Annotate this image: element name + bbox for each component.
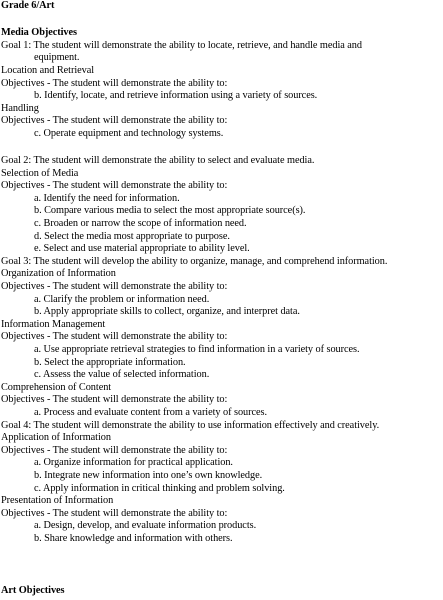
doc-title: Grade 6/Art [1, 0, 55, 11]
objectives-intro: Objectives - The student will demonstrate the ability to: [1, 444, 228, 456]
objectives-intro: Objectives - The student will demonstrate the ability to: [1, 77, 228, 89]
objective-item: c. Assess the value of selected information. [34, 369, 210, 381]
subsection-heading: Selection of Media [1, 167, 79, 179]
objectives-intro: Objectives - The student will demonstrate the ability to: [1, 394, 228, 406]
objective-item: a. Clarify the problem or information need. [34, 293, 210, 305]
objective-item: a. Organize information for practical application. [34, 457, 233, 469]
objective-item: a. Process and evaluate content from a variety of sources. [34, 407, 267, 418]
document-page [1, 0, 443, 600]
section-heading-media-objectives: Media Objectives [1, 27, 77, 39]
subsection-heading: Comprehension of Content [1, 381, 112, 393]
objectives-intro: Objectives - The student will demonstrate the ability to: [1, 115, 228, 127]
subsection-heading: Presentation of Information [1, 495, 114, 507]
objective-item: a. Design, develop, and evaluate information products. [34, 520, 257, 532]
objectives-intro: Objectives - The student will demonstrate the ability to: [1, 180, 228, 192]
objective-item: b. Share knowledge and information with others. [34, 533, 233, 544]
goal-heading: Goal 3: The student will develop the ability to organize, manage, and comprehend information. [1, 255, 388, 267]
goal-heading: Goal 1: The student will demonstrate the ability to locate, retrieve, and handle media and [1, 39, 362, 51]
subsection-heading: Information Management [1, 318, 106, 330]
subsection-heading: Organization of Information [1, 268, 116, 280]
objective-item: b. Integrate new information into one’s own knowledge. [34, 470, 263, 481]
objective-item: c. Broaden or narrow the scope of information need. [34, 218, 247, 229]
objectives-intro: Objectives - The student will demonstrate the ability to: [1, 331, 228, 343]
goal-continuation: equipment. [34, 52, 80, 64]
objectives-intro: Objectives - The student will demonstrate the ability to: [1, 507, 228, 519]
subsection-heading: Handling [1, 102, 39, 114]
objective-item: b. Select the appropriate information. [34, 356, 186, 368]
objective-item: d. Select the media most appropriate to purpose. [34, 230, 230, 242]
goal-heading: Goal 4: The student will demonstrate the ability to use information effectively and creatively. [1, 419, 380, 431]
subsection-heading: Application of Information [1, 432, 111, 444]
objective-item: a. Identify the need for information. [34, 192, 180, 204]
objective-item: b. Apply appropriate skills to collect, organize, and interpret data. [34, 306, 300, 318]
objectives-intro: Objectives - The student will demonstrate the ability to: [1, 281, 228, 292]
objective-item: c. Apply information in critical thinking and problem solving. [34, 482, 285, 494]
objective-item: c. Operate equipment and technology systems. [34, 128, 224, 139]
objective-item: a. Use appropriate retrieval strategies to find information in a variety of sources. [34, 344, 360, 355]
objective-item: b. Compare various media to select the most appropriate source(s). [34, 205, 306, 217]
objective-item: b. Identify, locate, and retrieve information using a variety of sources. [34, 90, 318, 102]
objective-item: e. Select and use material appropriate to ability level. [34, 243, 250, 255]
section-heading-art-objectives: Art Objectives [1, 585, 65, 596]
subsection-heading: Location and Retrieval [1, 65, 95, 76]
goal-heading: Goal 2: The student will demonstrate the ability to select and evaluate media. [1, 155, 315, 166]
